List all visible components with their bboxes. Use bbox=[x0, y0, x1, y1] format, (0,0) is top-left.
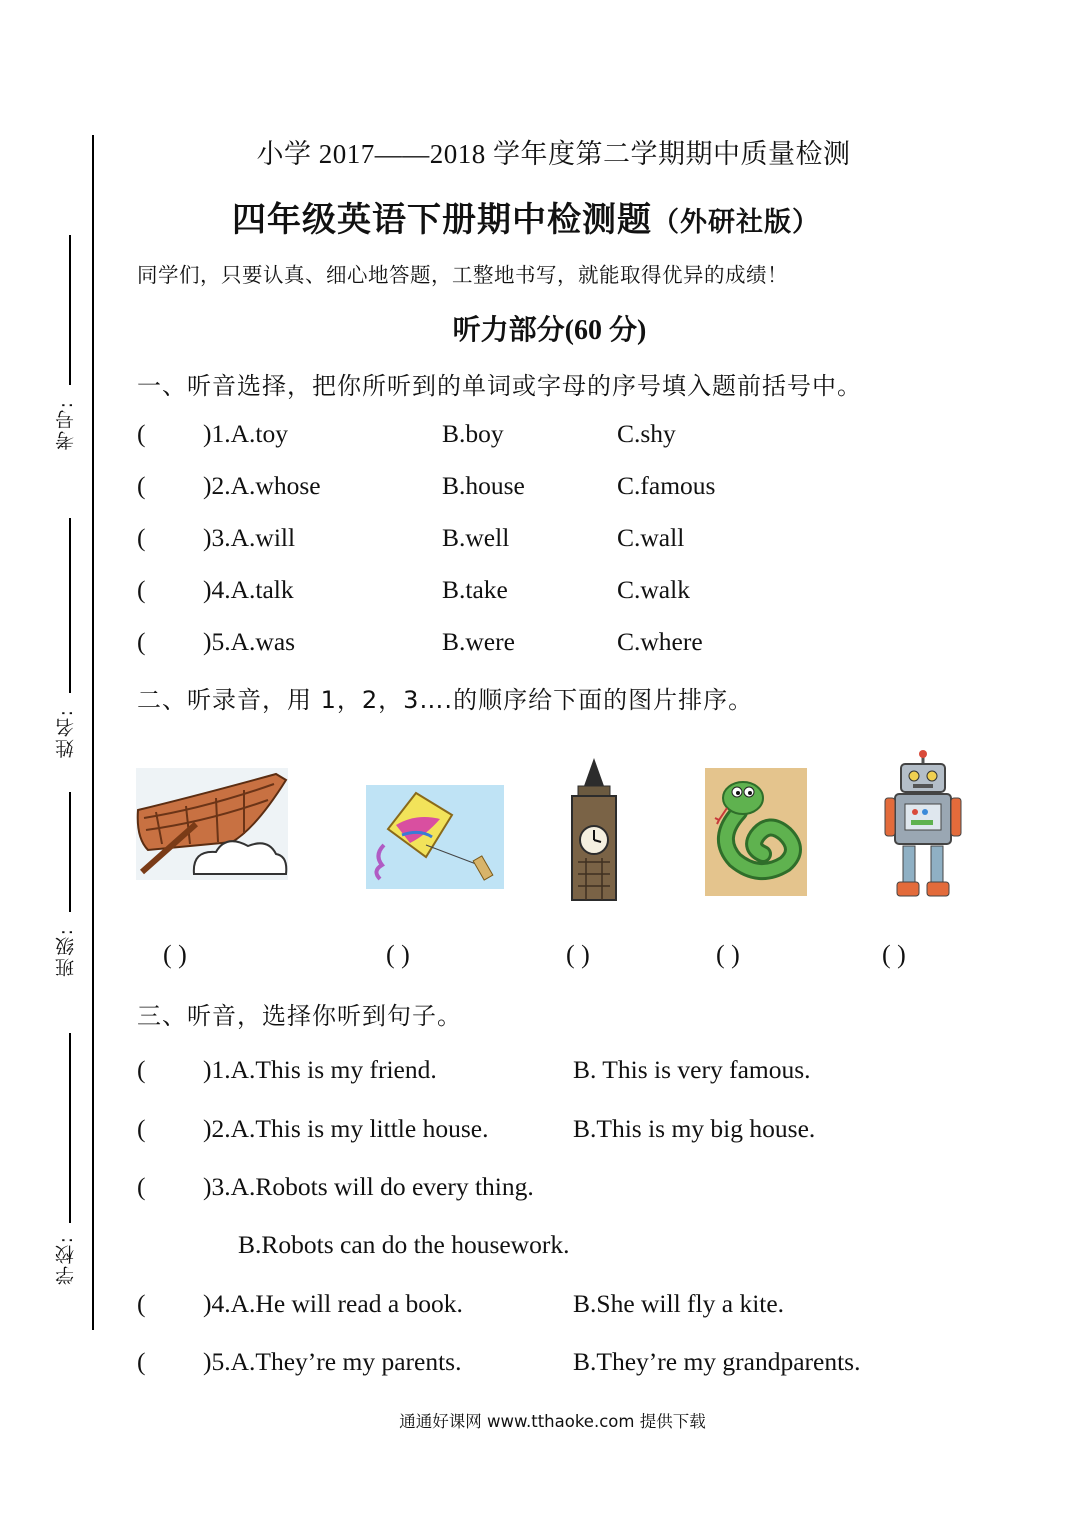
option-c: C.walk bbox=[617, 575, 690, 604]
sentence-option-a: )1.A.This is my friend. bbox=[203, 1055, 437, 1084]
footer-source: 通通好课网 www.tthaoke.com 提供下载 bbox=[399, 1412, 706, 1431]
exam-edition: （外研社版） bbox=[652, 207, 820, 238]
name-label: 姓名: bbox=[55, 708, 77, 759]
sentence-option-a: )3.A.Robots will do every thing. bbox=[203, 1172, 534, 1201]
sentence-option-a: )4.A.He will read a book. bbox=[203, 1289, 463, 1318]
option-c: C.shy bbox=[617, 419, 676, 448]
picture-answer-blank[interactable]: ( ) bbox=[566, 940, 590, 969]
picture-answer-blank[interactable]: ( ) bbox=[716, 940, 740, 969]
sentence-option-b: B.She will fly a kite. bbox=[573, 1289, 785, 1318]
answer-paren[interactable]: ( bbox=[137, 1172, 146, 1201]
exam-title-text: 四年级英语下册期中检测题 bbox=[232, 200, 652, 240]
option-b: B.well bbox=[442, 523, 510, 552]
option-b: B.were bbox=[442, 627, 515, 656]
answer-paren[interactable]: ( bbox=[137, 523, 146, 552]
option-a: )2.A.whose bbox=[203, 471, 321, 500]
sentence-option-b: B.This is my big house. bbox=[573, 1114, 816, 1143]
answer-paren[interactable]: ( bbox=[137, 1114, 146, 1143]
option-b: B.boy bbox=[442, 419, 504, 448]
answer-paren[interactable]: ( bbox=[137, 575, 146, 604]
sentence-option-b: B.Robots can do the housework. bbox=[238, 1230, 570, 1259]
sentence-option-b: B.They’re my grandparents. bbox=[573, 1347, 861, 1376]
option-a: )5.A.was bbox=[203, 627, 296, 656]
exam-subtitle: 小学 2017——2018 学年度第二学期期中质量检测 bbox=[256, 139, 851, 169]
class-blank[interactable] bbox=[69, 792, 71, 912]
snake-picture bbox=[705, 768, 807, 896]
motto: 同学们，只要认真、细心地答题，工整地书写，就能取得优异的成绩！ bbox=[137, 263, 788, 287]
answer-paren[interactable]: ( bbox=[137, 627, 146, 656]
option-a: )4.A.talk bbox=[203, 575, 294, 604]
option-c: C.famous bbox=[617, 471, 716, 500]
picture-answer-blank[interactable]: ( ) bbox=[386, 940, 410, 969]
school-blank[interactable] bbox=[69, 1033, 71, 1223]
picture-answer-blank[interactable]: ( ) bbox=[882, 940, 906, 969]
listening-part-heading: 听力部分(60 分) bbox=[452, 315, 647, 346]
answer-paren[interactable]: ( bbox=[137, 1347, 146, 1376]
picture-answer-blank[interactable]: ( ) bbox=[163, 940, 187, 969]
answer-paren[interactable]: ( bbox=[137, 1289, 146, 1318]
section2-heading: 二、听录音，用 1，2，3….的顺序给下面的图片排序。 bbox=[137, 686, 754, 714]
sentence-option-b: B. This is very famous. bbox=[573, 1055, 811, 1084]
sentence-option-a: )2.A.This is my little house. bbox=[203, 1114, 489, 1143]
option-b: B.house bbox=[442, 471, 525, 500]
section3-heading: 三、听音，选择你听到句子。 bbox=[137, 1002, 462, 1030]
boat-picture bbox=[136, 768, 288, 880]
option-a: )3.A.will bbox=[203, 523, 296, 552]
option-a: )1.A.toy bbox=[203, 419, 288, 448]
sentence-option-a: )5.A.They’re my parents. bbox=[203, 1347, 462, 1376]
option-b: B.take bbox=[442, 575, 508, 604]
clock-tower-picture bbox=[568, 758, 620, 902]
exam-number-label: 考号: bbox=[55, 400, 77, 451]
school-label: 学校: bbox=[55, 1235, 77, 1286]
kite-picture bbox=[366, 785, 504, 889]
option-c: C.where bbox=[617, 627, 703, 656]
answer-paren[interactable]: ( bbox=[137, 1055, 146, 1084]
option-c: C.wall bbox=[617, 523, 685, 552]
name-blank[interactable] bbox=[69, 518, 71, 693]
answer-paren[interactable]: ( bbox=[137, 471, 146, 500]
class-label: 班级: bbox=[55, 927, 77, 978]
section1-heading: 一、听音选择，把你所听到的单词或字母的序号填入题前括号中。 bbox=[137, 372, 862, 400]
exam-title bbox=[232, 192, 820, 241]
answer-paren[interactable]: ( bbox=[137, 419, 146, 448]
robot-picture bbox=[883, 750, 963, 902]
